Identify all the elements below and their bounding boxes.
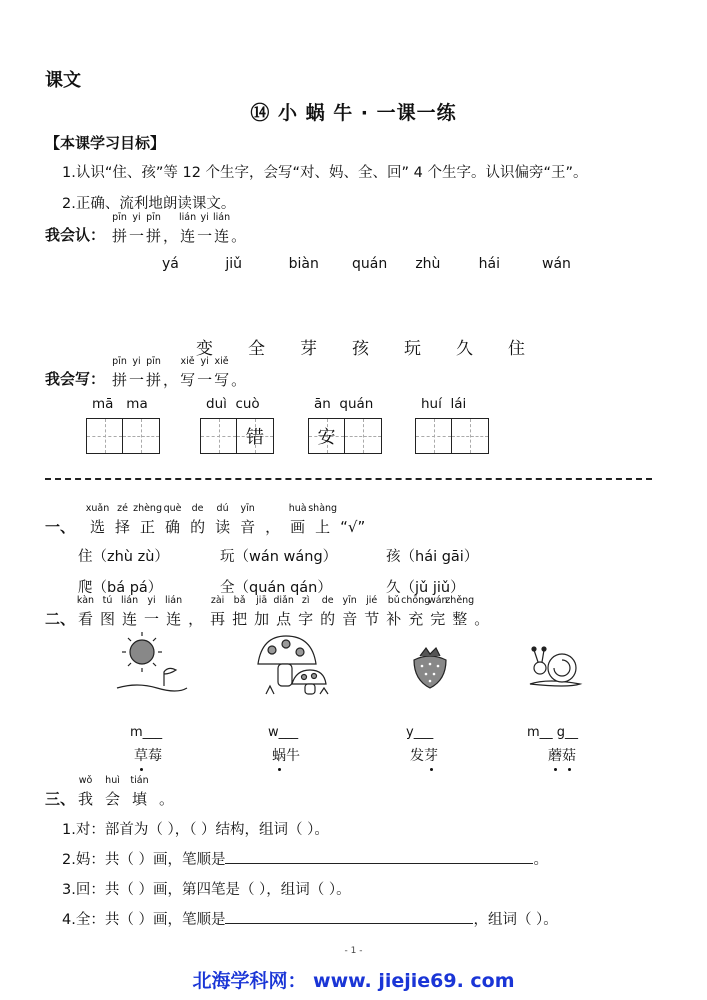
pinyin-item[interactable]: wán bbox=[542, 256, 571, 272]
recognize-pinyin: yi bbox=[200, 212, 209, 223]
goals-heading: 【本课学习目标】 bbox=[45, 134, 166, 152]
q2-char: 音 yīn bbox=[342, 595, 358, 628]
q1-pinyin: huà bbox=[288, 503, 307, 514]
goal-item-2: 2.正确、流利地朗读课文。 bbox=[62, 196, 236, 212]
q2-char: 加 jiā bbox=[254, 595, 270, 628]
q3-number: 三、 bbox=[45, 790, 76, 808]
write-pinyin: yi bbox=[200, 356, 209, 367]
q1-char: 选 xuǎn bbox=[85, 503, 110, 536]
writing-cell[interactable] bbox=[345, 419, 381, 453]
q2-number: 二、 bbox=[45, 610, 76, 628]
writing-cell[interactable] bbox=[452, 419, 488, 453]
sun-icon bbox=[130, 640, 154, 664]
character-item[interactable]: 全 bbox=[248, 339, 265, 359]
recognize-pinyin: lián bbox=[179, 212, 197, 223]
snail-picture[interactable] bbox=[528, 644, 584, 690]
q2-char: 把 bǎ bbox=[232, 595, 248, 628]
q2-char: 点 diǎn bbox=[273, 595, 294, 628]
q1-char: 正 zhèng bbox=[133, 503, 162, 536]
pronunciation-option[interactable]: 久（jǔ jiǔ） bbox=[386, 580, 465, 596]
q2-pinyin: chōng bbox=[401, 595, 431, 606]
q2-pinyin: zì bbox=[301, 595, 310, 606]
q2-char: 看 kàn bbox=[76, 595, 95, 628]
q3-char: 填 tián bbox=[130, 775, 149, 808]
character-item[interactable]: 住 bbox=[508, 339, 525, 359]
picture-word-char: 蘑 bbox=[548, 745, 562, 765]
q2-pinyin: jiā bbox=[256, 595, 268, 606]
q2-char: 节 jié bbox=[364, 595, 380, 628]
writing-grid[interactable] bbox=[415, 418, 489, 454]
fill-line-4-text: 4.全：共（ ）画，笔顺是 bbox=[62, 912, 226, 928]
writing-grid[interactable] bbox=[200, 418, 274, 454]
writing-cell[interactable] bbox=[416, 419, 452, 453]
fill-line-1: 1.对：部首为（ ），（ ）结构，组词（ ）。 bbox=[62, 822, 329, 838]
pinyin-item[interactable]: biàn bbox=[288, 256, 319, 272]
pinyin-item[interactable]: hái bbox=[478, 256, 500, 272]
strawberry-picture[interactable] bbox=[408, 644, 452, 690]
q2-pinyin: zhěng bbox=[445, 595, 475, 606]
write-char: 写 xiě bbox=[214, 356, 230, 389]
writing-cell[interactable] bbox=[201, 419, 237, 453]
q2-pinyin: bǎ bbox=[233, 595, 246, 606]
picture-word[interactable] bbox=[548, 745, 576, 765]
section-label: 课文 bbox=[45, 70, 81, 91]
write-pinyin: pīn bbox=[112, 356, 127, 367]
picture-word-char: 莓 bbox=[148, 748, 162, 764]
q1-char: 择 zé bbox=[115, 503, 131, 536]
mushroom-picture[interactable] bbox=[252, 632, 332, 698]
q2-pinyin: yi bbox=[147, 595, 156, 606]
write-char: 一 yi bbox=[197, 356, 213, 389]
q3-char: 。 bbox=[159, 790, 175, 808]
sprout-icon bbox=[164, 668, 176, 686]
pronunciation-option[interactable]: 住（zhù zù） bbox=[78, 549, 169, 565]
character-item[interactable]: 玩 bbox=[404, 339, 421, 359]
q1-char: 上 shàng bbox=[308, 503, 338, 536]
q2-char: 。 bbox=[474, 610, 490, 628]
q2-char: 再 zài bbox=[210, 595, 226, 628]
stroke-order-blank-2[interactable] bbox=[225, 910, 473, 924]
write-group-pinyin: huí lái bbox=[421, 396, 467, 412]
write-group-pinyin: mā ma bbox=[92, 396, 148, 412]
pronunciation-option[interactable]: 爬（bá pá） bbox=[78, 580, 163, 596]
goal-item-1: 1.认识“住、孩”等 12 个生字，会写“对、妈、全、回” 4 个生字。认识偏旁“王”。 bbox=[62, 165, 588, 181]
pronunciation-option[interactable]: 全（quán qán） bbox=[220, 580, 332, 596]
recognize-label: 我会认： bbox=[45, 226, 106, 244]
write-char: 写 xiě bbox=[180, 356, 196, 389]
picture-word-char: 芽 bbox=[424, 745, 438, 765]
pinyin-row bbox=[162, 256, 571, 274]
fill-line-2-end: 。 bbox=[533, 852, 548, 868]
fill-line-3: 3.回：共（ ）画，第四笔是（ ），组词（ ）。 bbox=[62, 882, 351, 898]
q2-char: 一 yi bbox=[144, 595, 160, 628]
pinyin-item[interactable]: zhù bbox=[415, 256, 441, 272]
recognize-char: 。 bbox=[231, 227, 247, 245]
q1-char: “√” bbox=[340, 518, 366, 536]
write-pinyin: xiě bbox=[214, 356, 229, 367]
picture-word-char: 蜗 bbox=[272, 745, 286, 765]
q1-pinyin: shàng bbox=[308, 503, 338, 514]
character-item[interactable]: 变 bbox=[196, 339, 213, 359]
syllable-blank[interactable]: m__ g__ bbox=[527, 725, 579, 740]
recognize-instruction bbox=[112, 212, 248, 246]
picture-word-char: 菇 bbox=[562, 745, 576, 765]
recognize-char: 拼 pīn bbox=[112, 212, 128, 245]
writing-cell[interactable] bbox=[123, 419, 159, 453]
q2-pinyin: tú bbox=[102, 595, 113, 606]
q2-char: ， bbox=[188, 610, 204, 628]
site-footer: 北海学科网： www. jiejie69. com bbox=[192, 970, 515, 992]
recognize-char: 连 lián bbox=[179, 212, 197, 245]
fill-line-4 bbox=[62, 908, 558, 929]
syllable-blank[interactable]: w___ bbox=[268, 725, 299, 740]
write-group-pinyin: duì cuò bbox=[206, 396, 260, 412]
recognize-char: 连 lián bbox=[213, 212, 231, 245]
q1-pinyin: dú bbox=[216, 503, 229, 514]
character-item[interactable]: 久 bbox=[456, 339, 473, 359]
q2-pinyin: yīn bbox=[342, 595, 357, 606]
q1-char: 音 yīn bbox=[240, 503, 256, 536]
q2-pinyin: jié bbox=[366, 595, 378, 606]
q3-instruction bbox=[78, 775, 186, 809]
write-char: 。 bbox=[231, 371, 247, 389]
write-group-pinyin: ān quán bbox=[314, 396, 374, 412]
fill-line-2-text: 2.妈：共（ ）画，笔顺是 bbox=[62, 852, 226, 868]
q2-pinyin: diǎn bbox=[273, 595, 294, 606]
writing-cell[interactable] bbox=[87, 419, 123, 453]
recognize-char: 一 yi bbox=[197, 212, 213, 245]
fill-line-4-end: ，组词（ ）。 bbox=[473, 912, 558, 928]
q2-instruction bbox=[76, 595, 496, 629]
write-label: 我会写： bbox=[45, 370, 106, 388]
pronunciation-option[interactable]: 玩（wán wáng） bbox=[220, 549, 338, 565]
picture-word[interactable] bbox=[272, 745, 300, 765]
picture-word-char: 牛 bbox=[286, 748, 300, 764]
recognize-char: ， bbox=[163, 227, 179, 245]
writing-cell[interactable]: 错 bbox=[237, 419, 273, 453]
q2-pinyin: zài bbox=[210, 595, 225, 606]
q1-pinyin: zhèng bbox=[133, 503, 162, 514]
picture-word[interactable] bbox=[410, 745, 438, 765]
q3-char: 我 wǒ bbox=[78, 775, 94, 808]
q1-char: ， bbox=[265, 518, 281, 536]
stroke-order-blank-1[interactable] bbox=[225, 850, 533, 864]
ground-icon bbox=[117, 685, 187, 691]
write-char: 拼 pīn bbox=[112, 356, 128, 389]
q1-char: 读 dú bbox=[215, 503, 231, 536]
pinyin-item[interactable]: yá bbox=[162, 256, 179, 272]
writing-grid[interactable] bbox=[86, 418, 160, 454]
recognize-pinyin: pīn bbox=[112, 212, 127, 223]
fill-line-2 bbox=[62, 848, 548, 869]
q2-char: 的 de bbox=[320, 595, 336, 628]
write-char: 拼 pīn bbox=[146, 356, 162, 389]
picture-word[interactable] bbox=[134, 745, 162, 765]
write-pinyin: xiě bbox=[180, 356, 195, 367]
picture-word-char: 草 bbox=[134, 745, 148, 765]
recognize-pinyin: pīn bbox=[146, 212, 161, 223]
sun-sprout-picture[interactable] bbox=[112, 628, 192, 698]
q1-pinyin: zé bbox=[117, 503, 128, 514]
writing-cell[interactable]: 安 bbox=[309, 419, 345, 453]
q2-pinyin: de bbox=[321, 595, 334, 606]
syllable-blank[interactable]: m___ bbox=[130, 725, 163, 740]
q3-pinyin: huì bbox=[105, 775, 120, 786]
syllable-blank[interactable]: y___ bbox=[406, 725, 434, 740]
q1-pinyin: xuǎn bbox=[85, 503, 110, 514]
q1-instruction bbox=[85, 503, 375, 537]
character-item[interactable]: 芽 bbox=[300, 339, 317, 359]
q3-pinyin: wǒ bbox=[78, 775, 93, 786]
write-char: 一 yi bbox=[129, 356, 145, 389]
write-char: ， bbox=[163, 371, 179, 389]
q2-pinyin: wán bbox=[427, 595, 448, 606]
recognize-pinyin: yi bbox=[132, 212, 141, 223]
write-pinyin: pīn bbox=[146, 356, 161, 367]
q2-char: 连 lián bbox=[120, 595, 139, 628]
q1-number: 一、 bbox=[45, 518, 76, 536]
recognize-char: 拼 pīn bbox=[146, 212, 162, 245]
q2-char: 整 zhěng bbox=[445, 595, 475, 628]
q2-char: 充 chōng bbox=[401, 595, 431, 628]
pinyin-item[interactable]: quán bbox=[352, 256, 388, 272]
q3-char: 会 huì bbox=[105, 775, 121, 808]
q1-pinyin: yīn bbox=[240, 503, 255, 514]
writing-grid[interactable] bbox=[308, 418, 382, 454]
q2-char: 补 bǔ bbox=[386, 595, 402, 628]
q2-char: 字 zì bbox=[298, 595, 314, 628]
q1-pinyin: què bbox=[163, 503, 182, 514]
page-title: ⑭ 小 蜗 牛 · 一课一练 bbox=[250, 102, 457, 124]
q1-char: 画 huà bbox=[288, 503, 307, 536]
q1-pinyin: de bbox=[191, 503, 204, 514]
pronunciation-option[interactable]: 孩（hái gāi） bbox=[386, 549, 479, 565]
q2-pinyin: lián bbox=[120, 595, 139, 606]
character-item[interactable]: 孩 bbox=[352, 339, 369, 359]
pinyin-item[interactable]: jiǔ bbox=[225, 256, 242, 272]
q2-char: 完 wán bbox=[427, 595, 448, 628]
q2-pinyin: bǔ bbox=[387, 595, 400, 606]
write-pinyin: yi bbox=[132, 356, 141, 367]
recognize-pinyin: lián bbox=[213, 212, 231, 223]
q2-pinyin: kàn bbox=[76, 595, 95, 606]
q2-char: 连 lián bbox=[165, 595, 183, 628]
recognize-char: 一 yi bbox=[129, 212, 145, 245]
picture-word-char: 发 bbox=[410, 748, 424, 764]
q1-char: 的 de bbox=[190, 503, 206, 536]
write-instruction bbox=[112, 356, 248, 390]
page-number: - 1 - bbox=[344, 946, 363, 956]
character-row bbox=[196, 334, 526, 359]
q2-char: 图 tú bbox=[100, 595, 116, 628]
q2-pinyin: lián bbox=[165, 595, 183, 606]
q1-char: 确 què bbox=[163, 503, 182, 536]
q3-pinyin: tián bbox=[130, 775, 149, 786]
section-divider bbox=[45, 478, 652, 480]
